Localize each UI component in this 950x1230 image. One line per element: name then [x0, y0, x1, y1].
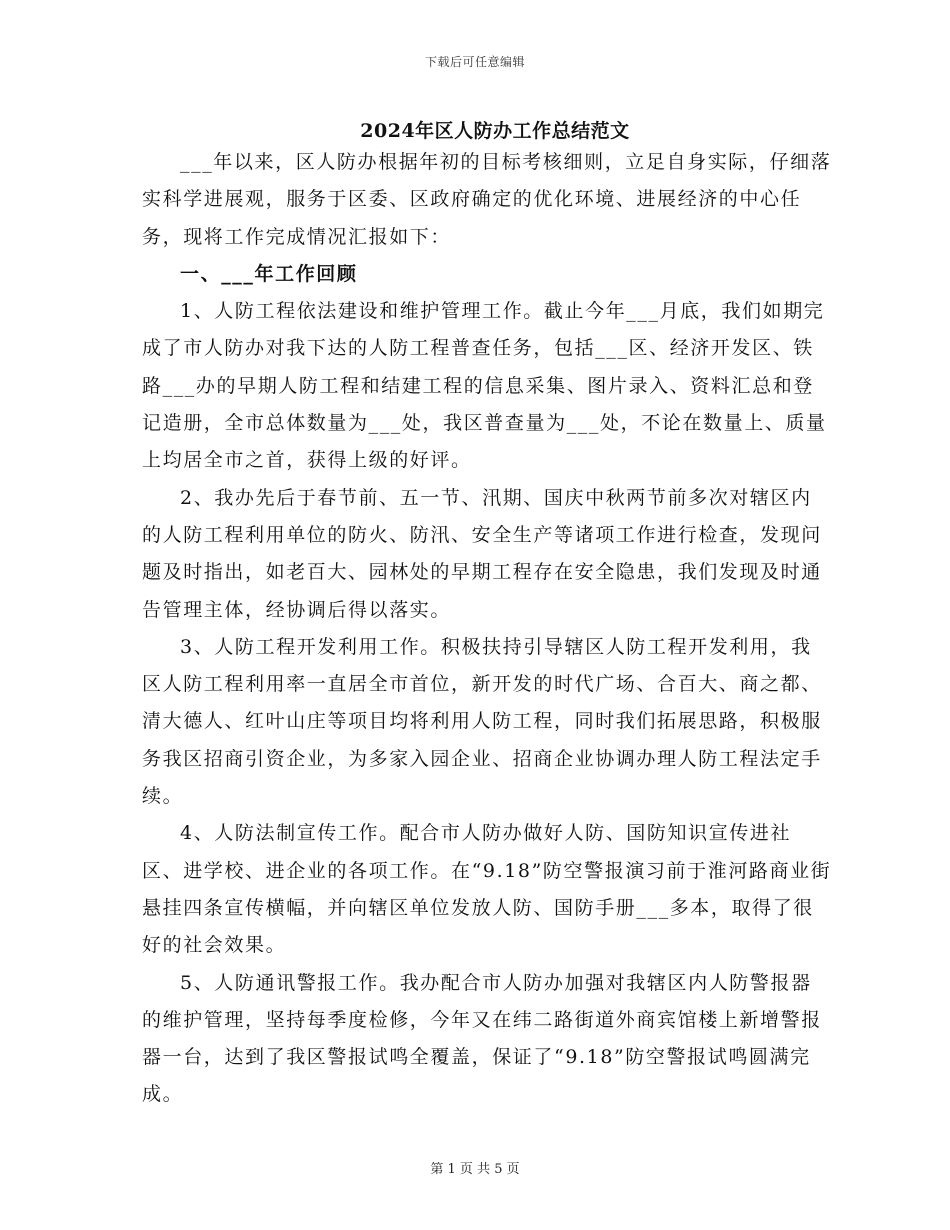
- paragraph-4: 4、人防法制宣传工作。配合市人防办做好人防、国防知识宣传进社区、进学校、进企业的各项工作。在“9.18”防空警报演习前于淮河路商业街悬挂四条宣传横幅，并向辖区单位发放人防、国防手册___多本，取得了很好的社会效果。: [142, 822, 832, 957]
- page-indicator: 第 1 页 共 5 页: [430, 1162, 520, 1177]
- document-body: [142, 144, 832, 1114]
- section-heading: 一、___年工作回顾: [180, 262, 358, 285]
- paragraph-2: 2、我办先后于春节前、五一节、汛期、国庆中秋两节前多次对辖区内的人防工程利用单位的防火、防汛、安全生产等诸项工作进行检查，发现问题及时指出，如老百大、园林处的早期工程存在安全隐患，我们发现及时通告管理主体，经协调后得以落实。: [142, 486, 822, 621]
- paragraph-5: 5、人防通讯警报工作。我办配合市人防办加强对我辖区内人防警报器的维护管理，坚持每季度检修，今年又在纬二路街道外商宾馆楼上新增警报器一台，达到了我区警报试鸣全覆盖，保证了“9.18”防空警报试鸣圆满完成。: [142, 971, 822, 1106]
- paragraph-1: 1、人防工程依法建设和维护管理工作。截止今年___月底，我们如期完成了市人防办对我下达的人防工程普查任务，包括___区、经济开发区、铁路___办的早期人防工程和结建工程的信息采集、图片录入、资料汇总和登记造册，全市总体数量为___处，我区普查量为___处，不论在数量上、质量上均居全市之首，获得上级的好评。: [142, 300, 827, 472]
- paragraph-3: 3、人防工程开发利用工作。积极扶持引导辖区人防工程开发利用，我区人防工程利用率一直居全市首位，新开发的时代广场、合百大、商之都、清大德人、红叶山庄等项目均将利用人防工程，同时我们拓展思路，积极服务我区招商引资企业，为多家入园企业、招商企业协调办理人防工程法定手续。: [142, 635, 822, 808]
- header-note: 下载后可任意编辑: [424, 55, 525, 69]
- document-title: 2024年区人防办工作总结范文: [360, 120, 630, 142]
- intro-paragraph: ___年以来，区人防办根据年初的目标考核细则，立足自身实际，仔细落实科学进展观，服务于区委、区政府确定的优化环境、进展经济的中心任务，现将工作完成情况汇报如下：: [142, 151, 832, 248]
